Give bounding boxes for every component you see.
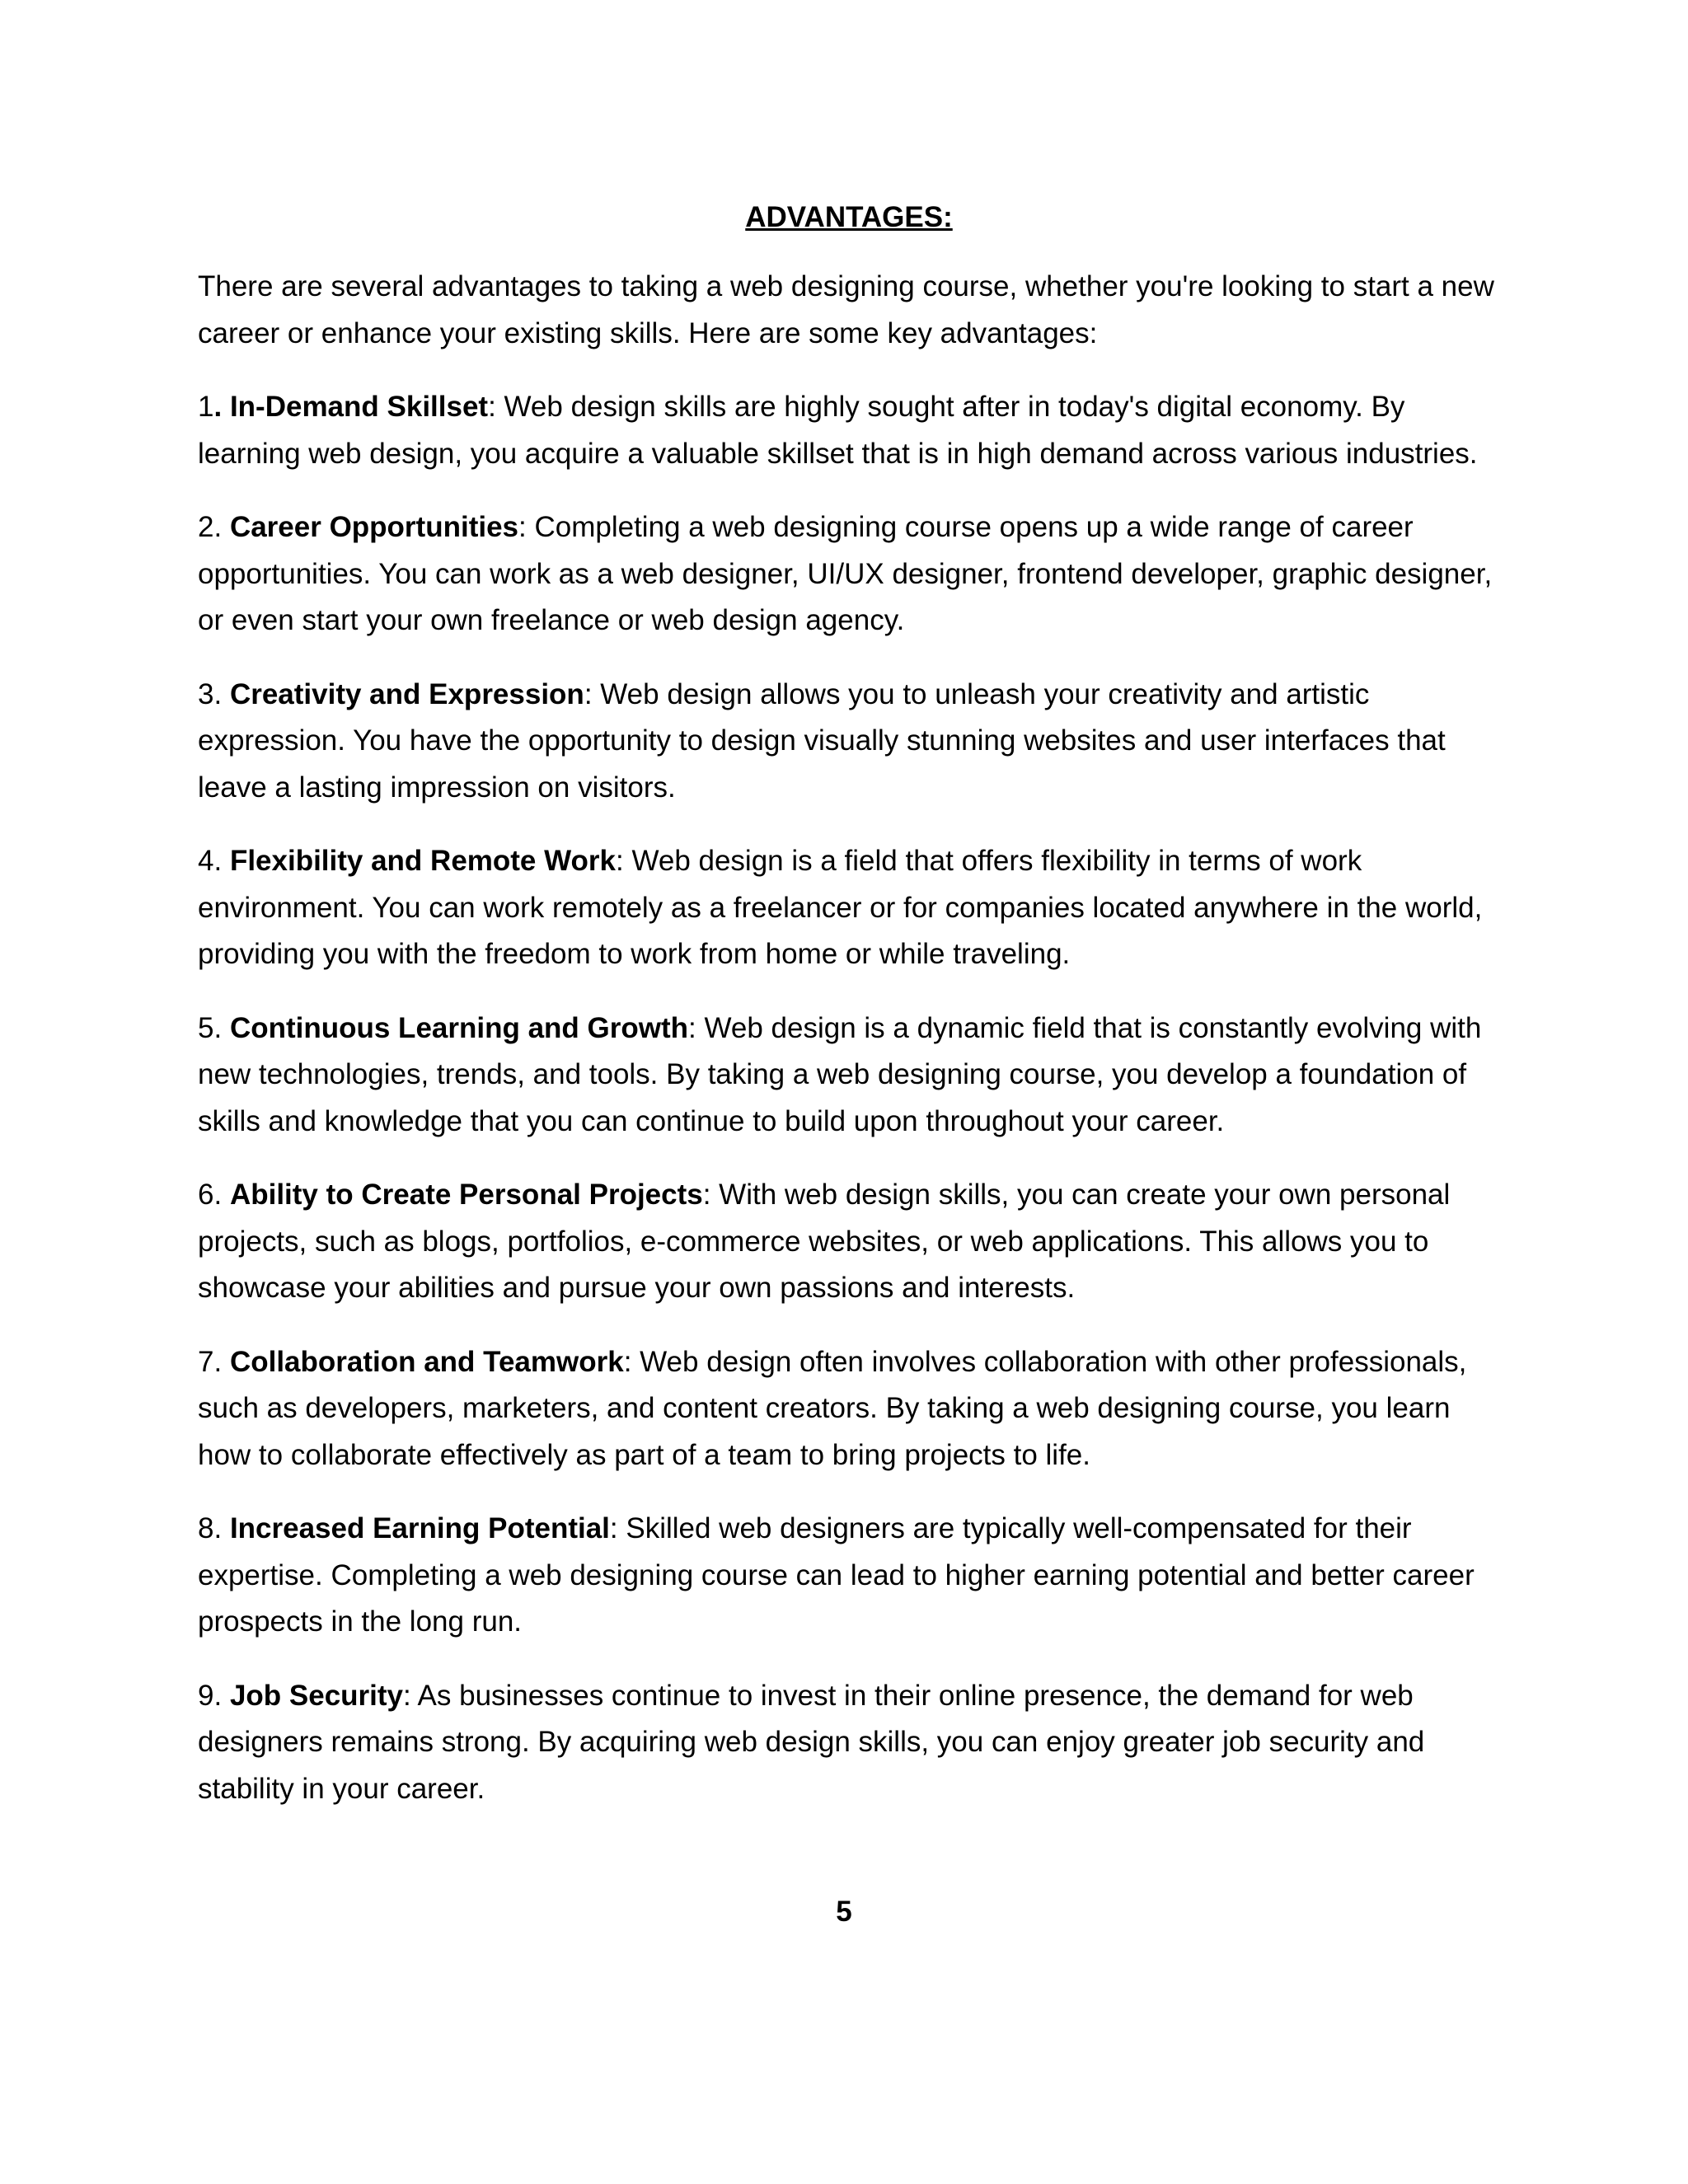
section-heading: ADVANTAGES: bbox=[745, 201, 953, 233]
advantage-item-2 bbox=[198, 504, 1500, 644]
document-page bbox=[198, 198, 1500, 1840]
intro-paragraph: There are several advantages to taking a web designing course, whether you're looking to start a new career or enhance your existing skills. Here are some key advantages: bbox=[198, 270, 1494, 349]
advantage-item-6 bbox=[198, 1172, 1500, 1312]
item-term: Increased Earning Potential bbox=[229, 1512, 610, 1544]
item-term: Continuous Learning and Growth bbox=[229, 1011, 689, 1044]
advantage-item-1 bbox=[198, 384, 1500, 477]
item-text: : Web design is a field that offers flexibility in terms of work environment. You can work remotely as a freelancer or for companies located anywhere in the world, providing you with the freedom to work from home or while traveling. bbox=[198, 845, 1483, 970]
item-text: : As businesses continue to invest in their online presence, the demand for web designers remains strong. By acquiring web design skills, you can enjoy greater job security and stability in your career. bbox=[198, 1679, 1425, 1805]
item-text: : Skilled web designers are typically well-compensated for their expertise. Completing a web designing course can lead to higher earning potential and better career prospects in the long run. bbox=[198, 1512, 1475, 1638]
advantage-item-7 bbox=[198, 1339, 1500, 1479]
advantage-item-8 bbox=[198, 1506, 1500, 1646]
item-number: 3. bbox=[198, 677, 223, 710]
advantage-item-9 bbox=[198, 1673, 1500, 1813]
item-term: Career Opportunities bbox=[229, 511, 519, 543]
item-number: 7. bbox=[198, 1345, 223, 1378]
item-text: : With web design skills, you can create your own personal projects, such as blogs, portfolios, e-commerce websites, or web applications. This allows you to showcase your abilities and pursue your own passions and interests. bbox=[198, 1179, 1451, 1304]
item-number: 2. bbox=[198, 511, 223, 543]
item-number: 8. bbox=[198, 1512, 223, 1544]
advantage-item-5 bbox=[198, 1005, 1500, 1146]
item-text: : Web design skills are highly sought after in today's digital economy. By learning web design, you acquire a valuable skillset that is in high demand across various industries. bbox=[198, 391, 1478, 470]
item-number: 9. bbox=[198, 1679, 223, 1712]
item-term: In-Demand Skillset bbox=[229, 391, 489, 423]
item-term: Collaboration and Teamwork bbox=[229, 1345, 624, 1378]
item-text: : Completing a web designing course opens up a wide range of career opportunities. You can work as a web designer, UI/UX designer, frontend developer, graphic designer, or even start your own freelance or web design agency. bbox=[198, 511, 1493, 636]
item-number: 5. bbox=[198, 1011, 223, 1044]
item-term: Ability to Create Personal Projects bbox=[229, 1179, 703, 1211]
page-number: 5 bbox=[836, 1896, 852, 1928]
advantage-item-4 bbox=[198, 838, 1500, 978]
item-text: : Web design allows you to unleash your creativity and artistic expression. You have the opportunity to design visually stunning websites and user interfaces that leave a lasting impression on visitors. bbox=[198, 677, 1446, 804]
item-number: 1 bbox=[198, 391, 214, 423]
item-text: : Web design often involves collaboration with other professionals, such as developers, marketers, and content creators. By taking a web designing course, you learn how to collaborate effectively as part of a team to bring projects to life. bbox=[198, 1345, 1467, 1471]
item-term-separator: . bbox=[213, 391, 223, 423]
item-term: Job Security bbox=[229, 1679, 404, 1712]
item-term: Flexibility and Remote Work bbox=[229, 845, 616, 877]
item-term: Creativity and Expression bbox=[229, 677, 584, 710]
item-text: : Web design is a dynamic field that is constantly evolving with new technologies, trends, and tools. By taking a web designing course, you develop a foundation of skills and knowledge that you can continue to build upon throughout your career. bbox=[198, 1011, 1482, 1137]
advantage-item-3 bbox=[198, 672, 1500, 812]
item-number: 6. bbox=[198, 1179, 223, 1211]
item-number: 4. bbox=[198, 845, 223, 877]
